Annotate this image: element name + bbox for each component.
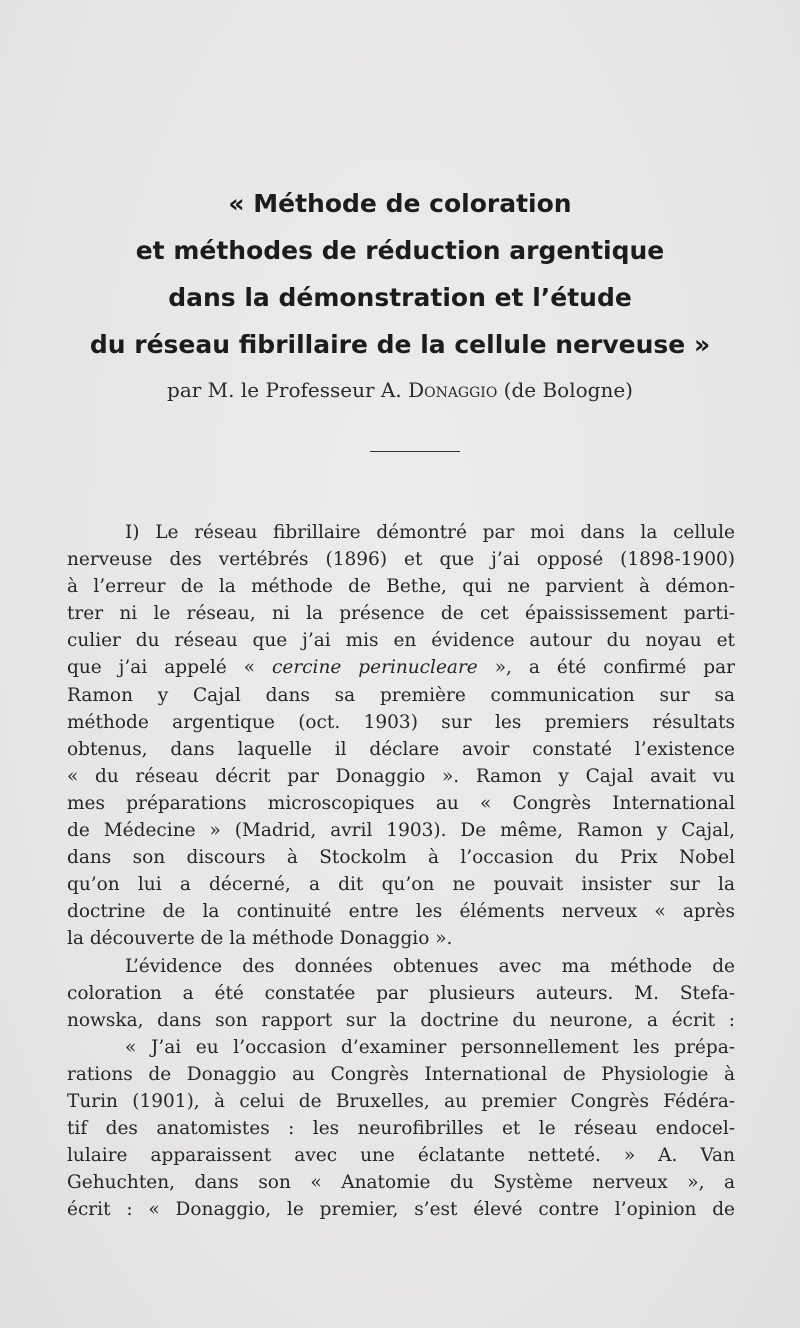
text-line: tif des anatomistes : les neurofibrilles et le réseau endocel-	[67, 1118, 735, 1140]
text-line: la découverte de la méthode Donaggio ».	[67, 928, 453, 950]
text-line: Ramon y Cajal dans sa première communication sur sa	[67, 684, 735, 706]
paragraph-1	[67, 519, 735, 953]
text-line: Turin (1901), à celui de Bruxelles, au premier Congrès Fédéra-	[67, 1090, 735, 1112]
title-line-2: et méthodes de réduction argentique	[135, 236, 665, 265]
paragraph-3	[67, 1034, 735, 1224]
text-line: Gehuchten, dans son « Anatomie du Système nerveux », a	[67, 1172, 735, 1194]
text-line: dans son discours à Stockolm à l’occasion du Prix Nobel	[67, 847, 735, 869]
text-line: qu’on lui a décerné, a dit qu’on ne pouvait insister sur la	[67, 874, 735, 896]
text-line: culier du réseau que j’ai mis en évidence autour du noyau et	[67, 630, 735, 652]
text-line: obtenus, dans laquelle il déclare avoir constaté l’existence	[67, 738, 735, 760]
text-line: coloration a été constatée par plusieurs auteurs. M. Stefa-	[67, 982, 735, 1004]
text-line: mes préparations microscopiques au « Congrès International	[67, 792, 735, 814]
text-line: méthode argentique (oct. 1903) sur les premiers résultats	[67, 711, 735, 733]
text-line	[67, 654, 735, 681]
text-line: doctrine de la continuité entre les éléments nerveux « après	[67, 901, 735, 923]
text-line: « J’ai eu l’occasion d’examiner personnellement les prépa-	[125, 1036, 735, 1058]
text-line: lulaire apparaissent avec une éclatante netteté. » A. Van	[67, 1145, 735, 1167]
text-line: nerveuse des vertébrés (1896) et que j’ai opposé (1898-1900)	[67, 549, 735, 571]
byline-suffix: (de Bologne)	[497, 378, 633, 402]
text-line: nowska, dans son rapport sur la doctrine du neurone, a écrit :	[67, 1009, 735, 1031]
text-line: trer ni le réseau, ni la présence de cet épaississement parti-	[67, 603, 735, 625]
section-divider	[370, 451, 460, 452]
article-body	[67, 519, 735, 1223]
text-line: L’évidence des données obtenues avec ma méthode de	[125, 955, 735, 977]
italic-term: cercine perinucleare	[272, 657, 478, 679]
text-fragment: », a été confirmé par	[477, 657, 735, 679]
text-line: écrit : « Donaggio, le premier, s’est élevé contre l’opinion de	[67, 1199, 735, 1221]
title-line-1: « Méthode de coloration	[228, 189, 572, 218]
author-name: Donaggio	[408, 378, 498, 402]
text-fragment: que j’ai appelé «	[67, 657, 273, 679]
title-line-4: du réseau fibrillaire de la cellule nerveuse »	[89, 330, 711, 359]
article-title	[60, 180, 740, 368]
text-line: I) Le réseau fibrillaire démontré par moi dans la cellule	[125, 522, 735, 543]
paragraph-2	[67, 953, 735, 1034]
text-line: de Médecine » (Madrid, avril 1903). De même, Ramon y Cajal,	[67, 820, 735, 842]
author-byline	[60, 378, 740, 402]
byline-prefix: par M. le Professeur A.	[167, 378, 409, 402]
text-line: « du réseau décrit par Donaggio ». Ramon y Cajal avait vu	[67, 765, 735, 787]
text-line: rations de Donaggio au Congrès International de Physiologie à	[67, 1063, 735, 1085]
text-line: à l’erreur de la méthode de Bethe, qui ne parvient à démon-	[67, 576, 735, 598]
title-line-3: dans la démonstration et l’étude	[168, 283, 632, 312]
